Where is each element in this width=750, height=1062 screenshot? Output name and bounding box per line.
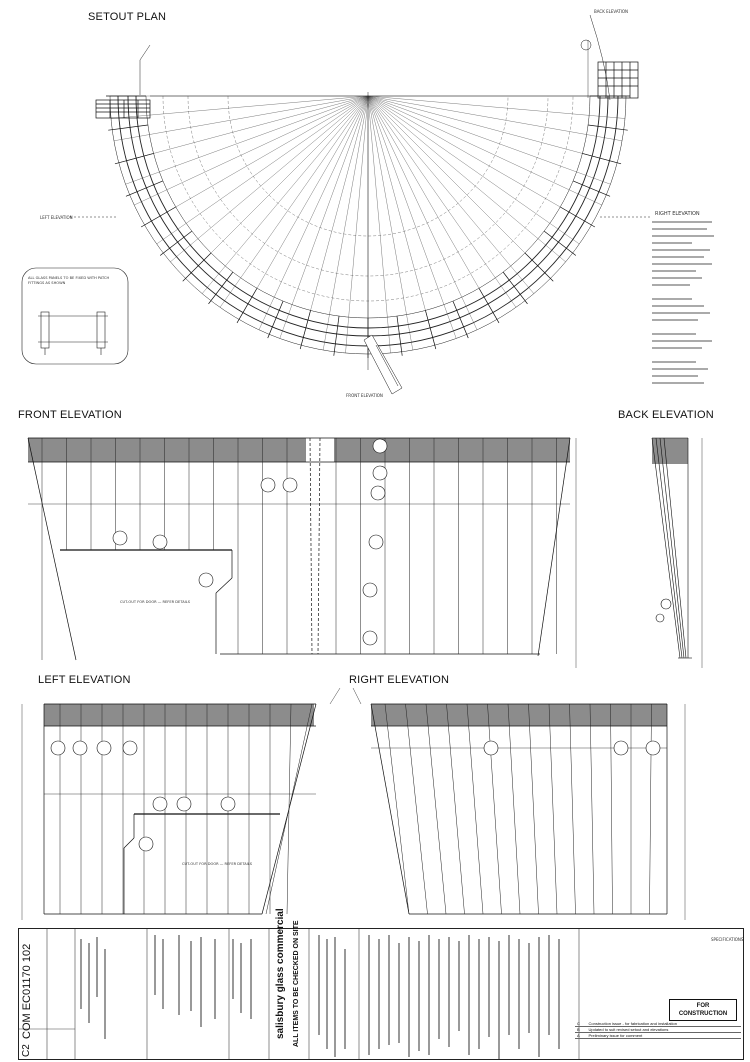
plan-mullion (544, 231, 576, 255)
plan-mullion (479, 288, 499, 323)
plan-mullion (141, 207, 176, 227)
right-panel-tag (646, 741, 660, 755)
plan-ray (301, 96, 368, 345)
revision-letter: A (575, 1033, 587, 1039)
plan-ray (259, 96, 368, 330)
plan-mullion (209, 272, 233, 304)
plan-ray (346, 96, 368, 353)
front-panel-tag (373, 466, 387, 480)
plan-ray (368, 96, 497, 319)
plan-ray (145, 96, 368, 225)
front-panel-tag (363, 583, 377, 597)
left-panel-tag (51, 741, 65, 755)
plan-ray (134, 96, 368, 205)
front-panel-tags (113, 439, 387, 645)
notes-heading: RIGHT ELEVATION (655, 211, 700, 217)
plan-ray (368, 96, 617, 163)
plan-ray (368, 96, 456, 338)
plan-mullion (300, 310, 310, 349)
plan-mullion (588, 125, 628, 130)
left-panel-tag (73, 741, 87, 755)
title-block-note: ALL ITEMS TO BE CHECKED ON SITE (293, 920, 300, 1047)
revision-description: Construction issue - for fabrication and installation (587, 1021, 742, 1027)
revision-letter: C (575, 1021, 587, 1027)
plan-ray (368, 96, 591, 225)
front-panel-tag (373, 439, 387, 453)
revision-description: Updated to suit revised setout and elevations (587, 1027, 742, 1033)
plan-mullion (525, 253, 553, 281)
left-panel-tags (51, 741, 235, 851)
left-panel-tag (153, 797, 167, 811)
plan-axes (70, 15, 650, 394)
front-cutout-label: CUT-OUT FOR DOOR — REFER DETAILS (120, 600, 191, 604)
left-cutout-label: CUT-OUT FOR DOOR — REFER DETAILS (182, 862, 253, 866)
plan-mullion (560, 207, 595, 227)
right-elevation-title: RIGHT ELEVATION (349, 674, 450, 686)
back-elevation-title: BACK ELEVATION (618, 409, 714, 421)
right-panel-tag (484, 741, 498, 755)
setout-plan-title: SETOUT PLAN (88, 11, 167, 23)
for-construction-stamp: FOR CONSTRUCTION (669, 999, 737, 1021)
plan-mullion (115, 153, 154, 163)
left-panel-tag (139, 837, 153, 851)
plan-right-leg (581, 40, 638, 98)
front-mullions (42, 438, 557, 660)
revision-letter: B (575, 1027, 587, 1033)
plan-ray (368, 96, 435, 345)
left-mullion (266, 704, 312, 914)
plan-callout-back: BACK ELEVATION (594, 9, 629, 14)
plan-notes-lines (652, 222, 714, 383)
setout-plan-drawing (0, 0, 750, 405)
right-mullion (447, 704, 465, 914)
plan-ray (368, 96, 610, 184)
revision-description: Preliminary issue for comment (587, 1033, 742, 1039)
right-mullion (467, 704, 483, 914)
plan-mullion (582, 153, 621, 163)
specifications-label: SPECIFICATIONS (711, 937, 744, 942)
plan-ray (119, 96, 368, 163)
plan-mullion (397, 316, 402, 356)
left-head-band (44, 704, 314, 726)
right-mullion (426, 704, 446, 914)
plan-ray (126, 96, 368, 184)
front-panel-tag (371, 486, 385, 500)
right-mullion (611, 704, 613, 914)
plan-mullion (160, 231, 192, 255)
right-head-band (371, 704, 667, 726)
front-panel-tag (283, 478, 297, 492)
plan-mullion (237, 288, 257, 323)
right-mullion (385, 704, 409, 914)
plan-ray (111, 96, 368, 118)
front-head-band-right (334, 438, 570, 462)
plan-callout-front: FRONT ELEVATION (346, 393, 383, 398)
right-mullion (549, 704, 557, 914)
detail-box-note: ALL GLASS PANELS TO BE FIXED WITH PATCH FITTINGS AS SHOWN (28, 276, 110, 285)
right-mullion (508, 704, 520, 914)
front-panel-tag (113, 531, 127, 545)
right-elevation-drawing (345, 688, 750, 924)
front-panel-tag (363, 631, 377, 645)
revision-table (575, 1021, 741, 1039)
right-mullions (385, 704, 652, 914)
front-head-band-left (28, 438, 306, 462)
plan-callout-left: LEFT ELEVATION (40, 215, 73, 220)
plan-mullion (108, 125, 148, 130)
plan-ray (368, 96, 477, 330)
front-panel-tag (369, 535, 383, 549)
front-panel-tag (153, 535, 167, 549)
front-frame (28, 438, 576, 668)
front-panel-tag (199, 573, 213, 587)
left-panel-tag (221, 797, 235, 811)
front-panel-tag (261, 478, 275, 492)
back-elevation-drawing (640, 418, 750, 674)
right-mullion (650, 704, 652, 914)
title-block-lines (19, 929, 743, 1059)
right-mullion (529, 704, 539, 914)
plan-ray (368, 96, 390, 353)
revision-code: C2 (21, 1044, 32, 1057)
plan-ray (280, 96, 368, 338)
company-name: salisbury glass commercial (275, 908, 286, 1039)
left-elevation-drawing (0, 688, 345, 924)
title-block (18, 908, 744, 1060)
left-panel-tag (177, 797, 191, 811)
right-mullion (570, 704, 576, 914)
plan-mullion (425, 310, 435, 349)
right-mullion (590, 704, 594, 914)
plan-ray (368, 96, 625, 118)
front-elevation-drawing (0, 418, 750, 674)
plan-left-leg (96, 100, 150, 118)
plan-mullion (503, 272, 527, 304)
revision-row (575, 1033, 741, 1039)
plan-ray (368, 96, 602, 205)
drawing-number: COM EC01170 102 (21, 943, 33, 1039)
right-mullion (406, 704, 428, 914)
left-panel-tag (97, 741, 111, 755)
plan-mullion (183, 253, 211, 281)
left-elevation-title: LEFT ELEVATION (38, 674, 131, 686)
plan-mullion (334, 316, 339, 356)
right-mullion (488, 704, 502, 914)
front-elevation-title: FRONT ELEVATION (18, 409, 122, 421)
left-panel-tag (123, 741, 137, 755)
right-panel-tag (614, 741, 628, 755)
plan-ray (239, 96, 368, 319)
